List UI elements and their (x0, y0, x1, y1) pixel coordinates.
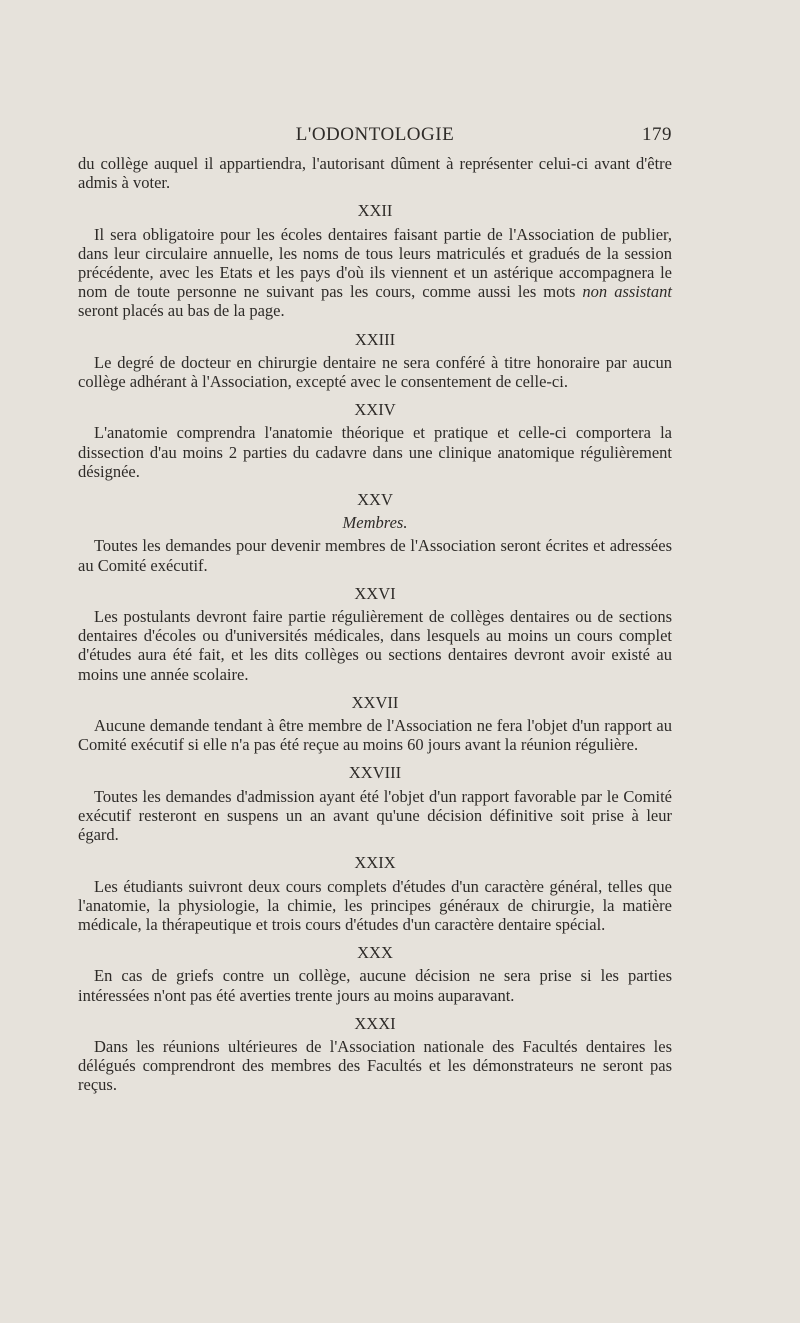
running-header (78, 124, 672, 154)
article-text: Dans les réunions ultérieures de l'Association nationale des Facultés dentaires les délégués comprendront des membres des Facultés et les démonstrateurs ne seront pas reçus. (78, 1036, 672, 1095)
article-number: XXVII (351, 692, 399, 712)
article-number: XXVI (354, 583, 396, 603)
article-number: XXIV (354, 400, 396, 420)
article-number: XXIII (354, 329, 396, 349)
article-text: Les étudiants suivront deux cours complets d'études d'un caractère général, telles que l'anatomie, la physiologie, la chimie, les principes généraux de chirurgie, la matière médicale, la thérapeutique et trois cours d'études d'un caractère dentaire spécial. (78, 876, 672, 934)
article-text (78, 225, 672, 321)
article-number: XXVIII (348, 763, 402, 783)
article-number: XXII (357, 201, 393, 221)
article-text: L'anatomie comprendra l'anatomie théorique et pratique et celle-ci comportera la dissection d'au moins 2 parties du cadavre dans une clinique anatomique régulièrement désignée. (78, 423, 672, 481)
article-number: XXXI (354, 1013, 396, 1033)
article-text-part: seront placés au bas de la page. (78, 301, 285, 321)
section-subheading: Membres. (342, 513, 408, 533)
article-number: XXIX (354, 853, 396, 873)
journal-title: L'ODONTOLOGIE (295, 124, 455, 145)
intro-paragraph: du collège auquel il appartiendra, l'autorisant dûment à représenter celui-ci avant d'être admis à voter. (78, 154, 672, 193)
article-text: Le degré de docteur en chirurgie dentaire ne sera conféré à titre honoraire par aucun collège adhérant à l'Association, excepté avec le consentement de celle-ci. (78, 352, 672, 392)
document-page (78, 124, 672, 1095)
page-number: 179 (642, 124, 672, 145)
article-text-part: Il sera obligatoire pour les écoles dentaires faisant partie de l'Association de publier, dans leur circulaire annuelle, les noms de tous leurs matriculés et gradués de la session précédente, avec les Etats et les pays d'où ils viennent et un astérique accompagnera le nom de toute personne ne suivant pas les cours, comme aussi les mots (78, 224, 672, 302)
article-text: Aucune demande tendant à être membre de l'Association ne fera l'objet d'un rapport au Comité exécutif si elle n'a pas été reçue au moins 60 jours avant la réunion régulière. (78, 716, 672, 755)
italic-phrase: non assistant (582, 282, 672, 302)
article-number: XXV (357, 490, 393, 510)
article-number: XXX (357, 943, 393, 963)
article-text: Les postulants devront faire partie régulièrement de collèges dentaires ou de sections dentaires d'écoles ou d'universités médicales, dans lesquels au moins un cours complet d'études aura été fait, et les dits collèges ou sections dentaires devront avoir existé au moins une année scolaire. (78, 607, 672, 684)
article-text: Toutes les demandes d'admission ayant été l'objet d'un rapport favorable par le Comité exécutif resteront en suspens un an avant qu'une décision définitive soit prise à leur égard. (78, 786, 672, 845)
article-text: En cas de griefs contre un collège, aucune décision ne sera prise si les parties intéressées n'ont pas été averties trente jours au moins auparavant. (78, 966, 672, 1005)
article-text: Toutes les demandes pour devenir membres de l'Association seront écrites et adressées au Comité exécutif. (78, 536, 672, 575)
